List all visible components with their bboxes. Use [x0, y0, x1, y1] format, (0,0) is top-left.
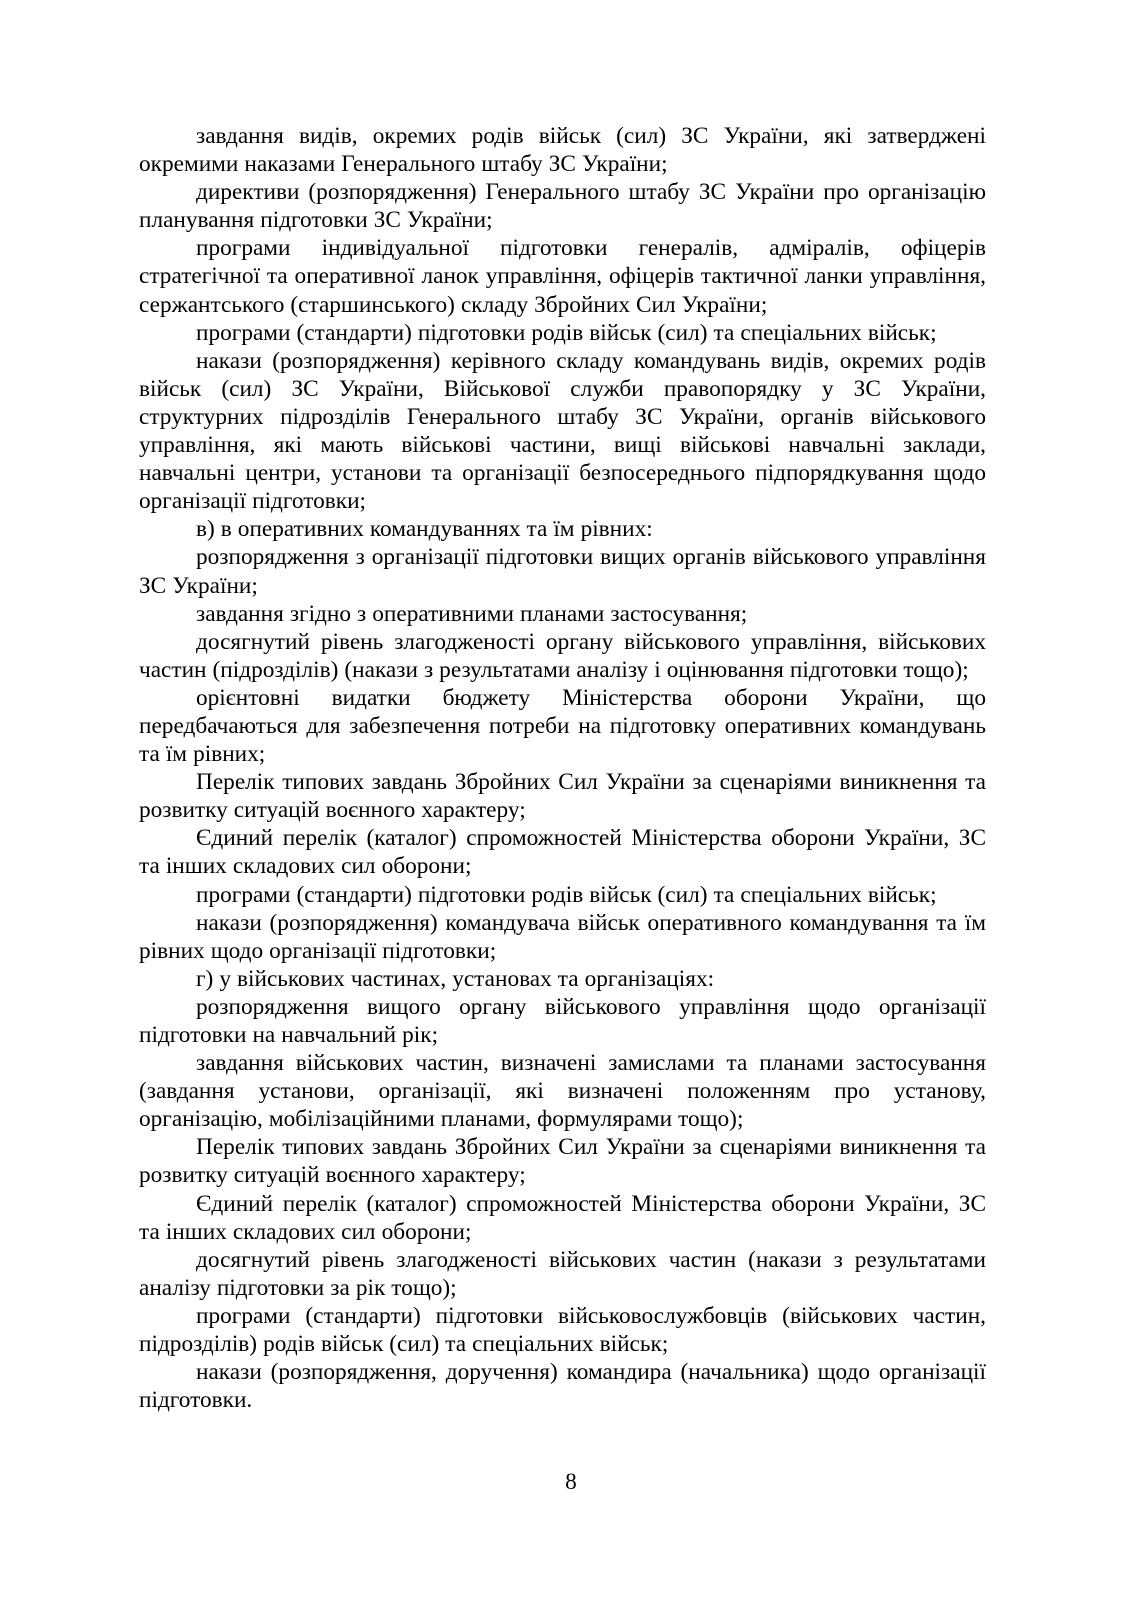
body-paragraph: Перелік типових завдань Збройних Сил України за сценаріями виникнення та розвитку ситуацій воєнного характеру; — [139, 769, 986, 824]
body-paragraph: програми (стандарти) підготовки військовослужбовців (військових частин, підрозділів) родів військ (сил) та спеціальних військ; — [139, 1302, 986, 1358]
body-paragraph: завдання видів, окремих родів військ (сил) ЗС України, які затверджені окремими наказами Генерального штабу ЗС України; — [139, 123, 986, 178]
page-number: 8 — [565, 1469, 577, 1495]
body-paragraph: накази (розпорядження) керівного складу командувань видів, окремих родів військ (сил) ЗС України, Військової служби правопорядку у ЗС України, структурних підрозділів Генерального штабу ЗС України, органів військового управління, які мають військові частини, вищі військові навчальні заклади, навчальні центри, установи та організації безпосереднього підпорядкування щодо організації підготовки; — [139, 347, 986, 515]
body-paragraph: накази (розпорядження, доручення) командира (начальника) щодо організації підготовки. — [139, 1359, 986, 1414]
body-paragraph: досягнутий рівень злагодженості військових частин (накази з результатами аналізу підготовки за рік тощо); — [139, 1246, 986, 1301]
body-paragraph: програми (стандарти) підготовки родів військ (сил) та спеціальних військ; — [196, 881, 937, 908]
body-text-column — [139, 122, 986, 1414]
body-paragraph: розпорядження вищого органу військового управління щодо організації підготовки на навчальний рік; — [139, 993, 986, 1048]
body-paragraph-item-g: г) у військових частинах, установах та організаціях: — [196, 965, 715, 992]
body-paragraph-item-v: в) в оперативних командуваннях та їм рівних: — [196, 516, 653, 543]
body-paragraph: програми (стандарти) підготовки родів військ (сил) та спеціальних військ; — [196, 319, 937, 346]
body-paragraph: Єдиний перелік (каталог) спроможностей Міністерства оборони України, ЗС та інших складових сил оборони; — [139, 1190, 986, 1245]
body-paragraph: розпорядження з організації підготовки вищих органів військового управління ЗС України; — [139, 544, 986, 599]
body-paragraph: директиви (розпорядження) Генерального штабу ЗС України про організацію планування підготовки ЗС України; — [139, 179, 986, 234]
body-paragraph: накази (розпорядження) командувача військ оперативного командування та їм рівних щодо організації підготовки; — [139, 909, 986, 964]
body-paragraph: Перелік типових завдань Збройних Сил України за сценаріями виникнення та розвитку ситуацій воєнного характеру; — [139, 1134, 986, 1189]
body-paragraph: програми індивідуальної підготовки генералів, адміралів, офіцерів стратегічної та оперативної ланок управління, офіцерів тактичної ланки управління, сержантського (старшинського) складу Збройних Сил України; — [139, 235, 986, 318]
body-paragraph: досягнутий рівень злагодженості органу військового управління, військових частин (підрозділів) (накази з результатами аналізу і оцінювання підготовки тощо); — [139, 628, 986, 683]
body-paragraph: Єдиний перелік (каталог) спроможностей Міністерства оборони України, ЗС та інших складових сил оборони; — [139, 825, 986, 880]
body-paragraph: завдання військових частин, визначені замислами та планами застосування (завдання установи, організації, які визначені положенням про установу, організацію, мобілізаційними планами, формулярами тощо); — [139, 1050, 986, 1133]
body-paragraph: завдання згідно з оперативними планами застосування; — [196, 600, 748, 627]
body-paragraph: орієнтовні видатки бюджету Міністерства оборони України, що передбачаються для забезпечення потреби на підготовку оперативних командувань та їм рівних; — [139, 684, 986, 768]
